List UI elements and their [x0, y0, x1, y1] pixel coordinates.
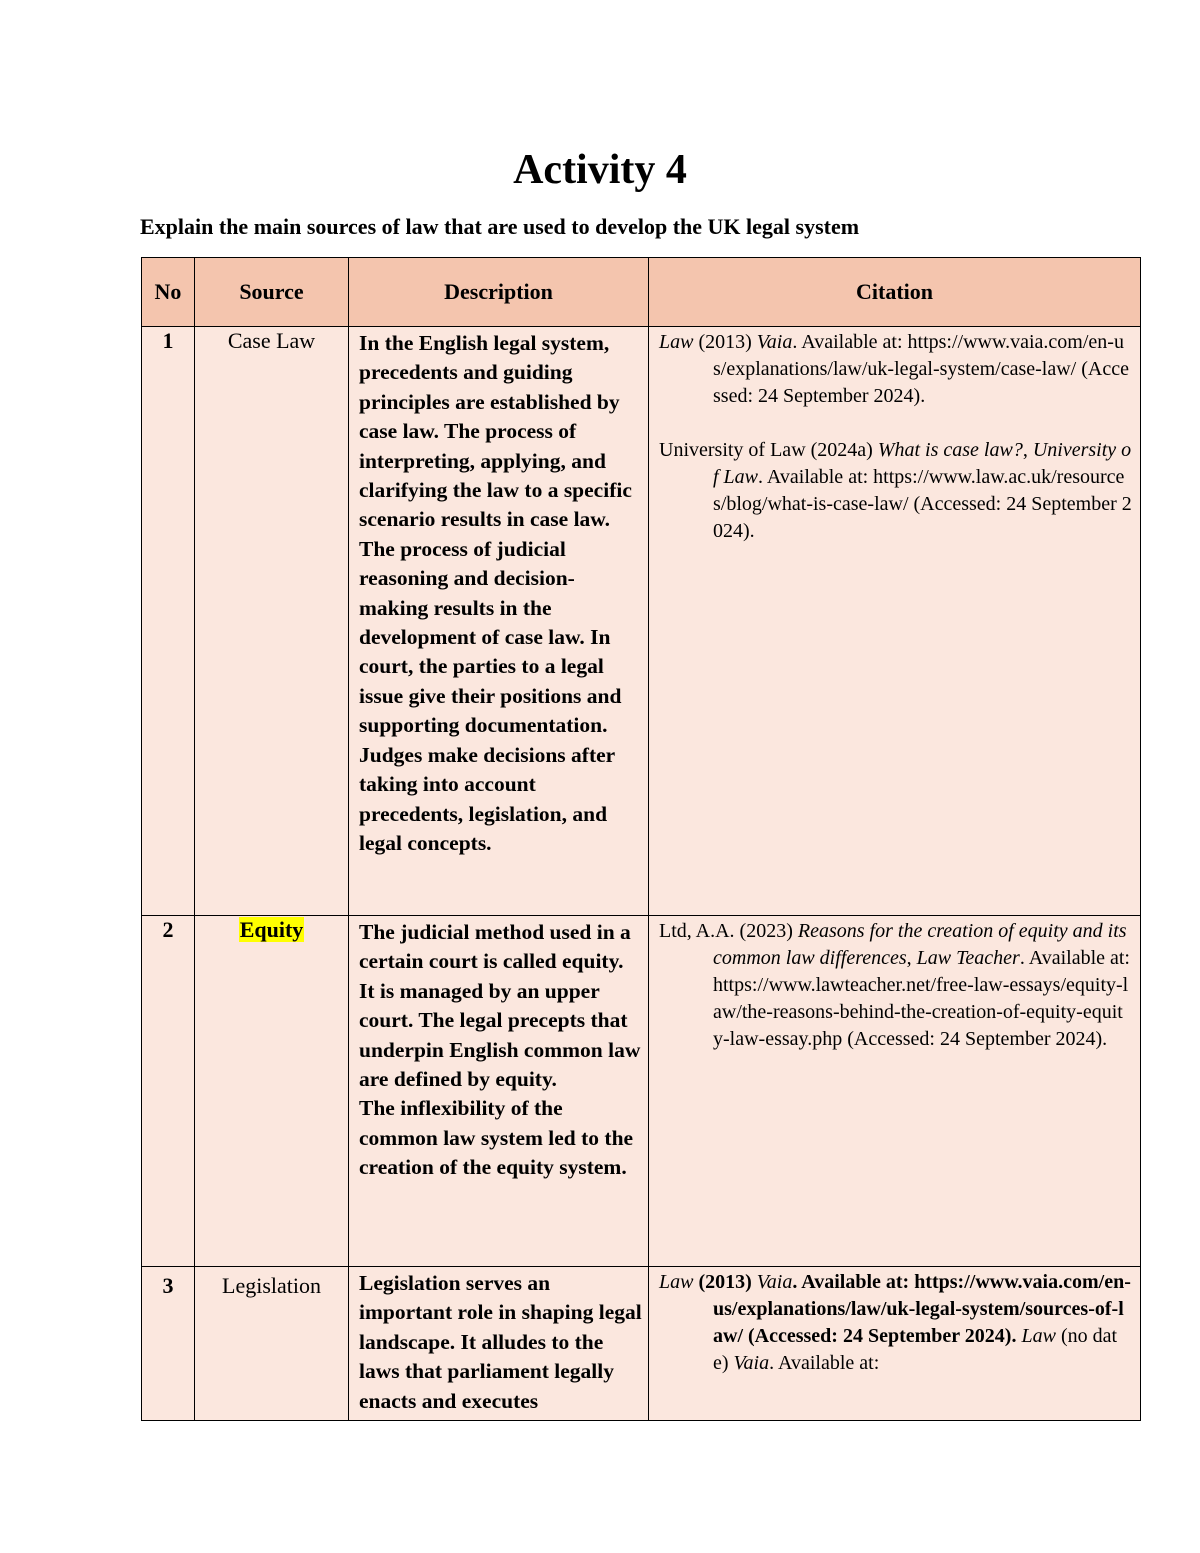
table-row	[142, 1267, 1141, 1421]
row-citation	[649, 916, 1141, 1267]
row-source	[195, 916, 349, 1267]
citation-entry: Law (2013) Vaia. Available at: https://www.vaia.com/en-us/explanations/law/uk-legal-system/case-law/ (Accessed: 24 September 2024).	[659, 331, 1129, 407]
row-description: In the English legal system, precedents and guiding principles are established by case law. The process of interpreting, applying, and clarifying the law to a specific scenario results in case law. The process of judicial reasoning and decision-making results in the development of case law. In court, the parties to a legal issue give their positions and supporting documentation. Judges make decisions after taking into account precedents, legislation, and legal concepts.	[349, 327, 649, 916]
citation-entry: Law (2013) Vaia. Available at: https://www.vaia.com/en-us/explanations/law/uk-legal-system/sources-of-law/ (Accessed: 24 September 2024). Law (no date) Vaia. Available at:	[659, 1271, 1131, 1374]
sources-of-law-table	[141, 257, 1141, 1421]
header-no: No	[142, 258, 195, 327]
row-number: 2	[142, 916, 195, 1267]
row-citation	[649, 1267, 1141, 1421]
table-header-row	[142, 258, 1141, 327]
table-row	[142, 327, 1141, 916]
row-source: Case Law	[195, 327, 349, 916]
header-citation: Citation	[649, 258, 1141, 327]
row-source: Legislation	[195, 1267, 349, 1421]
row-citation	[649, 327, 1141, 916]
header-source: Source	[195, 258, 349, 327]
question-heading: Explain the main sources of law that are used to develop the UK legal system	[140, 214, 860, 239]
row-number: 3	[142, 1267, 195, 1421]
table-row	[142, 916, 1141, 1267]
citation-entry: Ltd, A.A. (2023) Reasons for the creation of equity and its common law differences, Law Teacher. Available at: https://www.lawteacher.net/free-law-essays/equity-law/the-reasons-behind-the-creation-of-equity-equity-law-essay.php (Accessed: 24 September 2024).	[659, 920, 1130, 1050]
page-title: Activity 4	[513, 147, 687, 193]
row-description: Legislation serves an important role in shaping legal landscape. It alludes to the laws that parliament legally enacts and executes	[349, 1267, 649, 1421]
highlighted-source-label: Equity	[239, 917, 304, 942]
row-description: The judicial method used in a certain court is called equity. It is managed by an upper court. The legal precepts that underpin English common law are defined by equity. The inflexibility of the common law system led to the creation of the equity system.	[349, 916, 649, 1267]
row-number: 1	[142, 327, 195, 916]
citation-entry: University of Law (2024a) What is case law?, University of Law. Available at: https://www.law.ac.uk/resources/blog/what-is-case-law/ (Accessed: 24 September 2024).	[659, 439, 1132, 542]
header-description: Description	[349, 258, 649, 327]
